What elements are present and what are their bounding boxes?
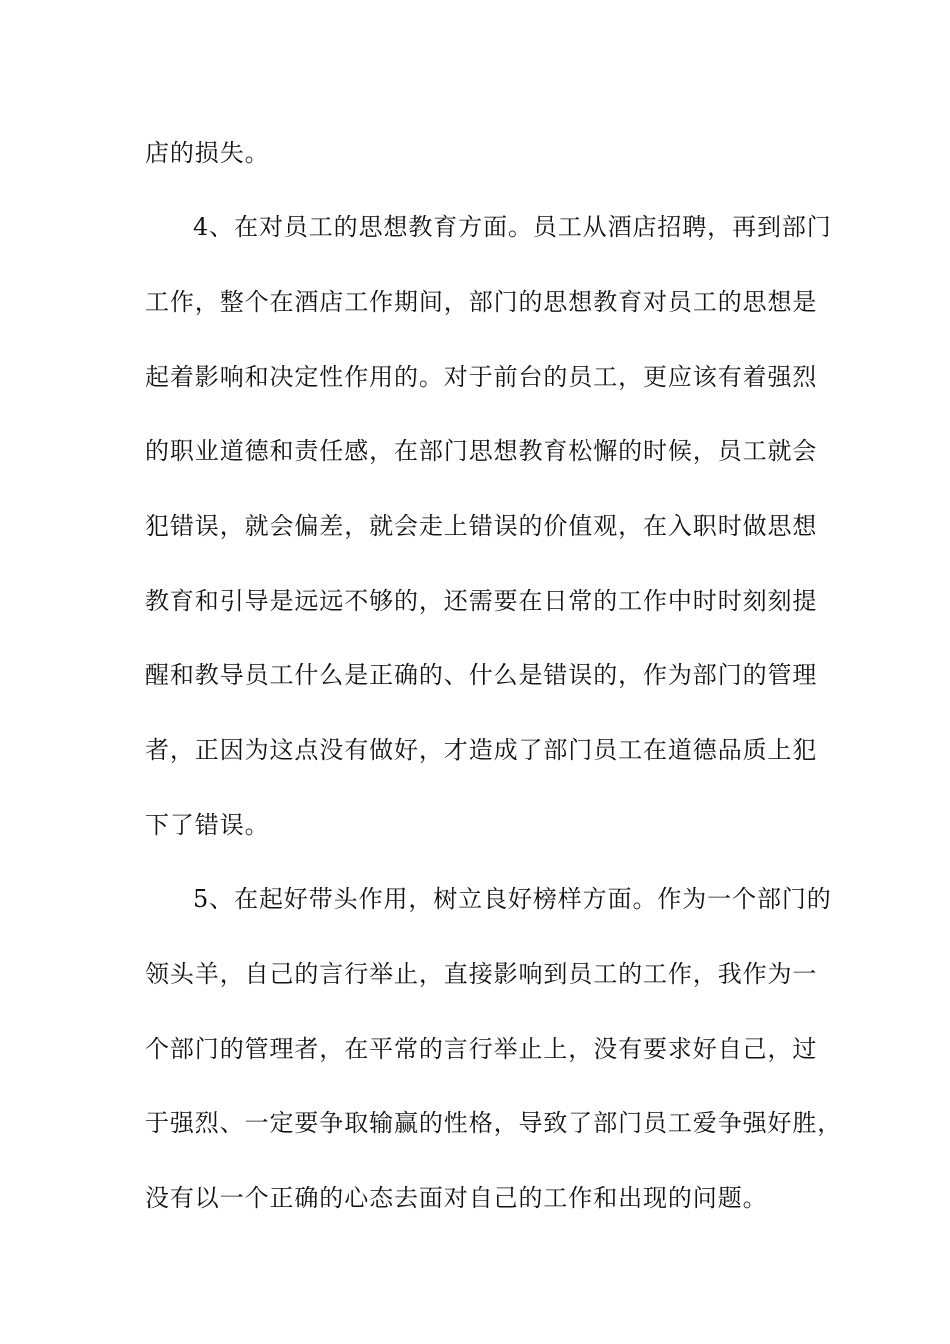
- paragraph-3-line-1: 5、在起好带头作用，树立良好榜样方面。作为一个部门的: [193, 885, 832, 913]
- paragraph-3-line-3: 个部门的管理者，在平常的言行举止上，没有要求好自己，过: [145, 1035, 818, 1063]
- paragraph-2-line-9: 下了错误。: [145, 811, 270, 839]
- paragraph-2-line-5: 犯错误，就会偏差，就会走上错误的价值观，在入职时做思想: [145, 512, 818, 540]
- paragraph-2-line-7: 醒和教导员工什么是正确的、什么是错误的，作为部门的管理: [145, 661, 818, 689]
- paragraph-2-line-1: 4、在对员工的思想教育方面。员工从酒店招聘，再到部门: [193, 213, 832, 241]
- paragraph-2-line-2: 工作，整个在酒店工作期间，部门的思想教育对员工的思想是: [145, 288, 818, 316]
- paragraph-2-line-4: 的职业道德和责任感，在部门思想教育松懈的时候，员工就会: [145, 437, 818, 465]
- paragraph-2-line-6: 教育和引导是远远不够的，还需要在日常的工作中时时刻刻提: [145, 587, 818, 615]
- paragraph-2-line-3: 起着影响和决定性作用的。对于前台的员工，更应该有着强烈: [145, 363, 818, 391]
- paragraph-3-line-2: 领头羊，自己的言行举止，直接影响到员工的工作，我作为一: [145, 960, 818, 988]
- paragraph-3-line-5: 没有以一个正确的心态去面对自己的工作和出现的问题。: [145, 1184, 768, 1212]
- paragraph-1-line-1: 店的损失。: [145, 139, 270, 167]
- paragraph-3-line-4: 于强烈、一定要争取输赢的性格，导致了部门员工爱争强好胜，: [145, 1109, 843, 1137]
- paragraph-2-line-8: 者，正因为这点没有做好，才造成了部门员工在道德品质上犯: [145, 736, 818, 764]
